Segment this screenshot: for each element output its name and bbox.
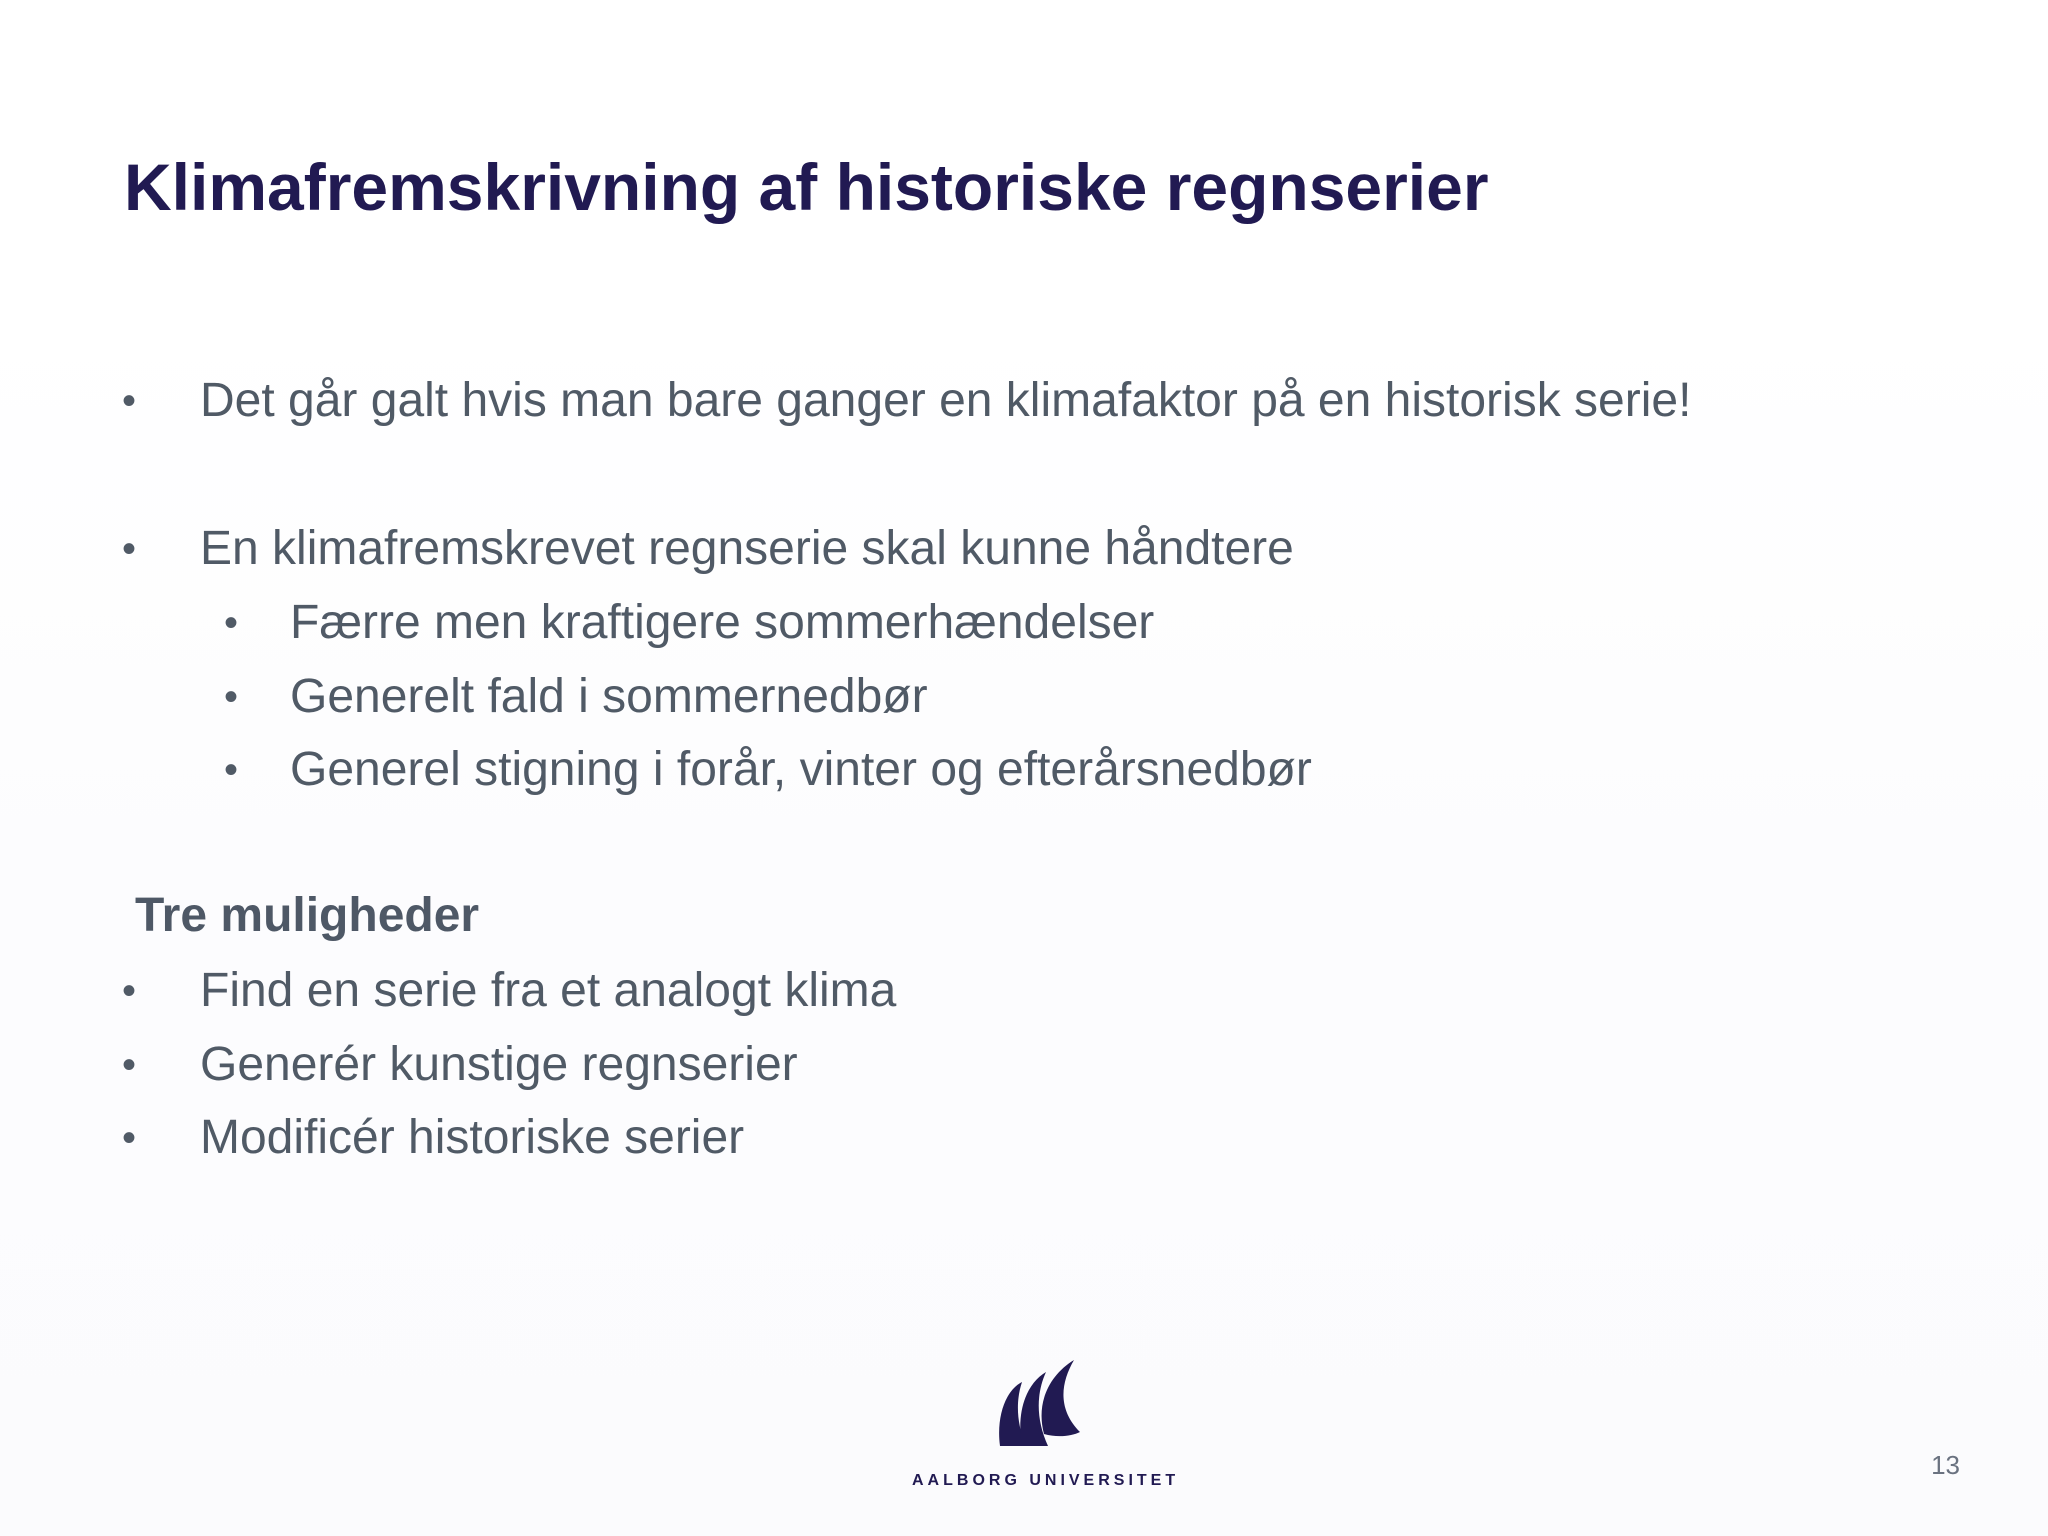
aau-logo-mark-icon — [992, 1354, 1092, 1454]
bullet-dot: • — [224, 748, 239, 792]
section-heading: Tre muligheder — [135, 889, 480, 942]
bullet-dot: • — [122, 527, 137, 571]
bullet-dot: • — [122, 379, 137, 423]
sub-bullet-text: Færre men kraftigere sommerhændelser — [290, 596, 1155, 649]
option-text: Generér kunstige regnserier — [200, 1038, 798, 1091]
sub-bullet-text: Generel stigning i forår, vinter og efterårsnedbør — [290, 743, 1312, 796]
bullet-text: En klimafremskrevet regnserie skal kunne håndtere — [200, 522, 1294, 575]
option-text: Find en serie fra et analogt klima — [200, 964, 897, 1017]
logo-text: AALBORG UNIVERSITET — [912, 1472, 1180, 1489]
slide-title: Klimafremskrivning af historiske regnserier — [124, 150, 1489, 224]
sub-bullet-text: Generelt fald i sommernedbør — [290, 670, 928, 723]
bullet-text: Det går galt hvis man bare ganger en klimafaktor på en historisk serie! — [200, 374, 1692, 427]
page-number: 13 — [1931, 1450, 1960, 1480]
bullet-dot: • — [224, 601, 239, 645]
bullet-dot: • — [122, 1043, 137, 1087]
option-text: Modificér historiske serier — [200, 1111, 745, 1164]
university-logo — [912, 1354, 1180, 1494]
bullet-dot: • — [224, 675, 239, 719]
bullet-dot: • — [122, 969, 137, 1013]
bullet-dot: • — [122, 1116, 137, 1160]
